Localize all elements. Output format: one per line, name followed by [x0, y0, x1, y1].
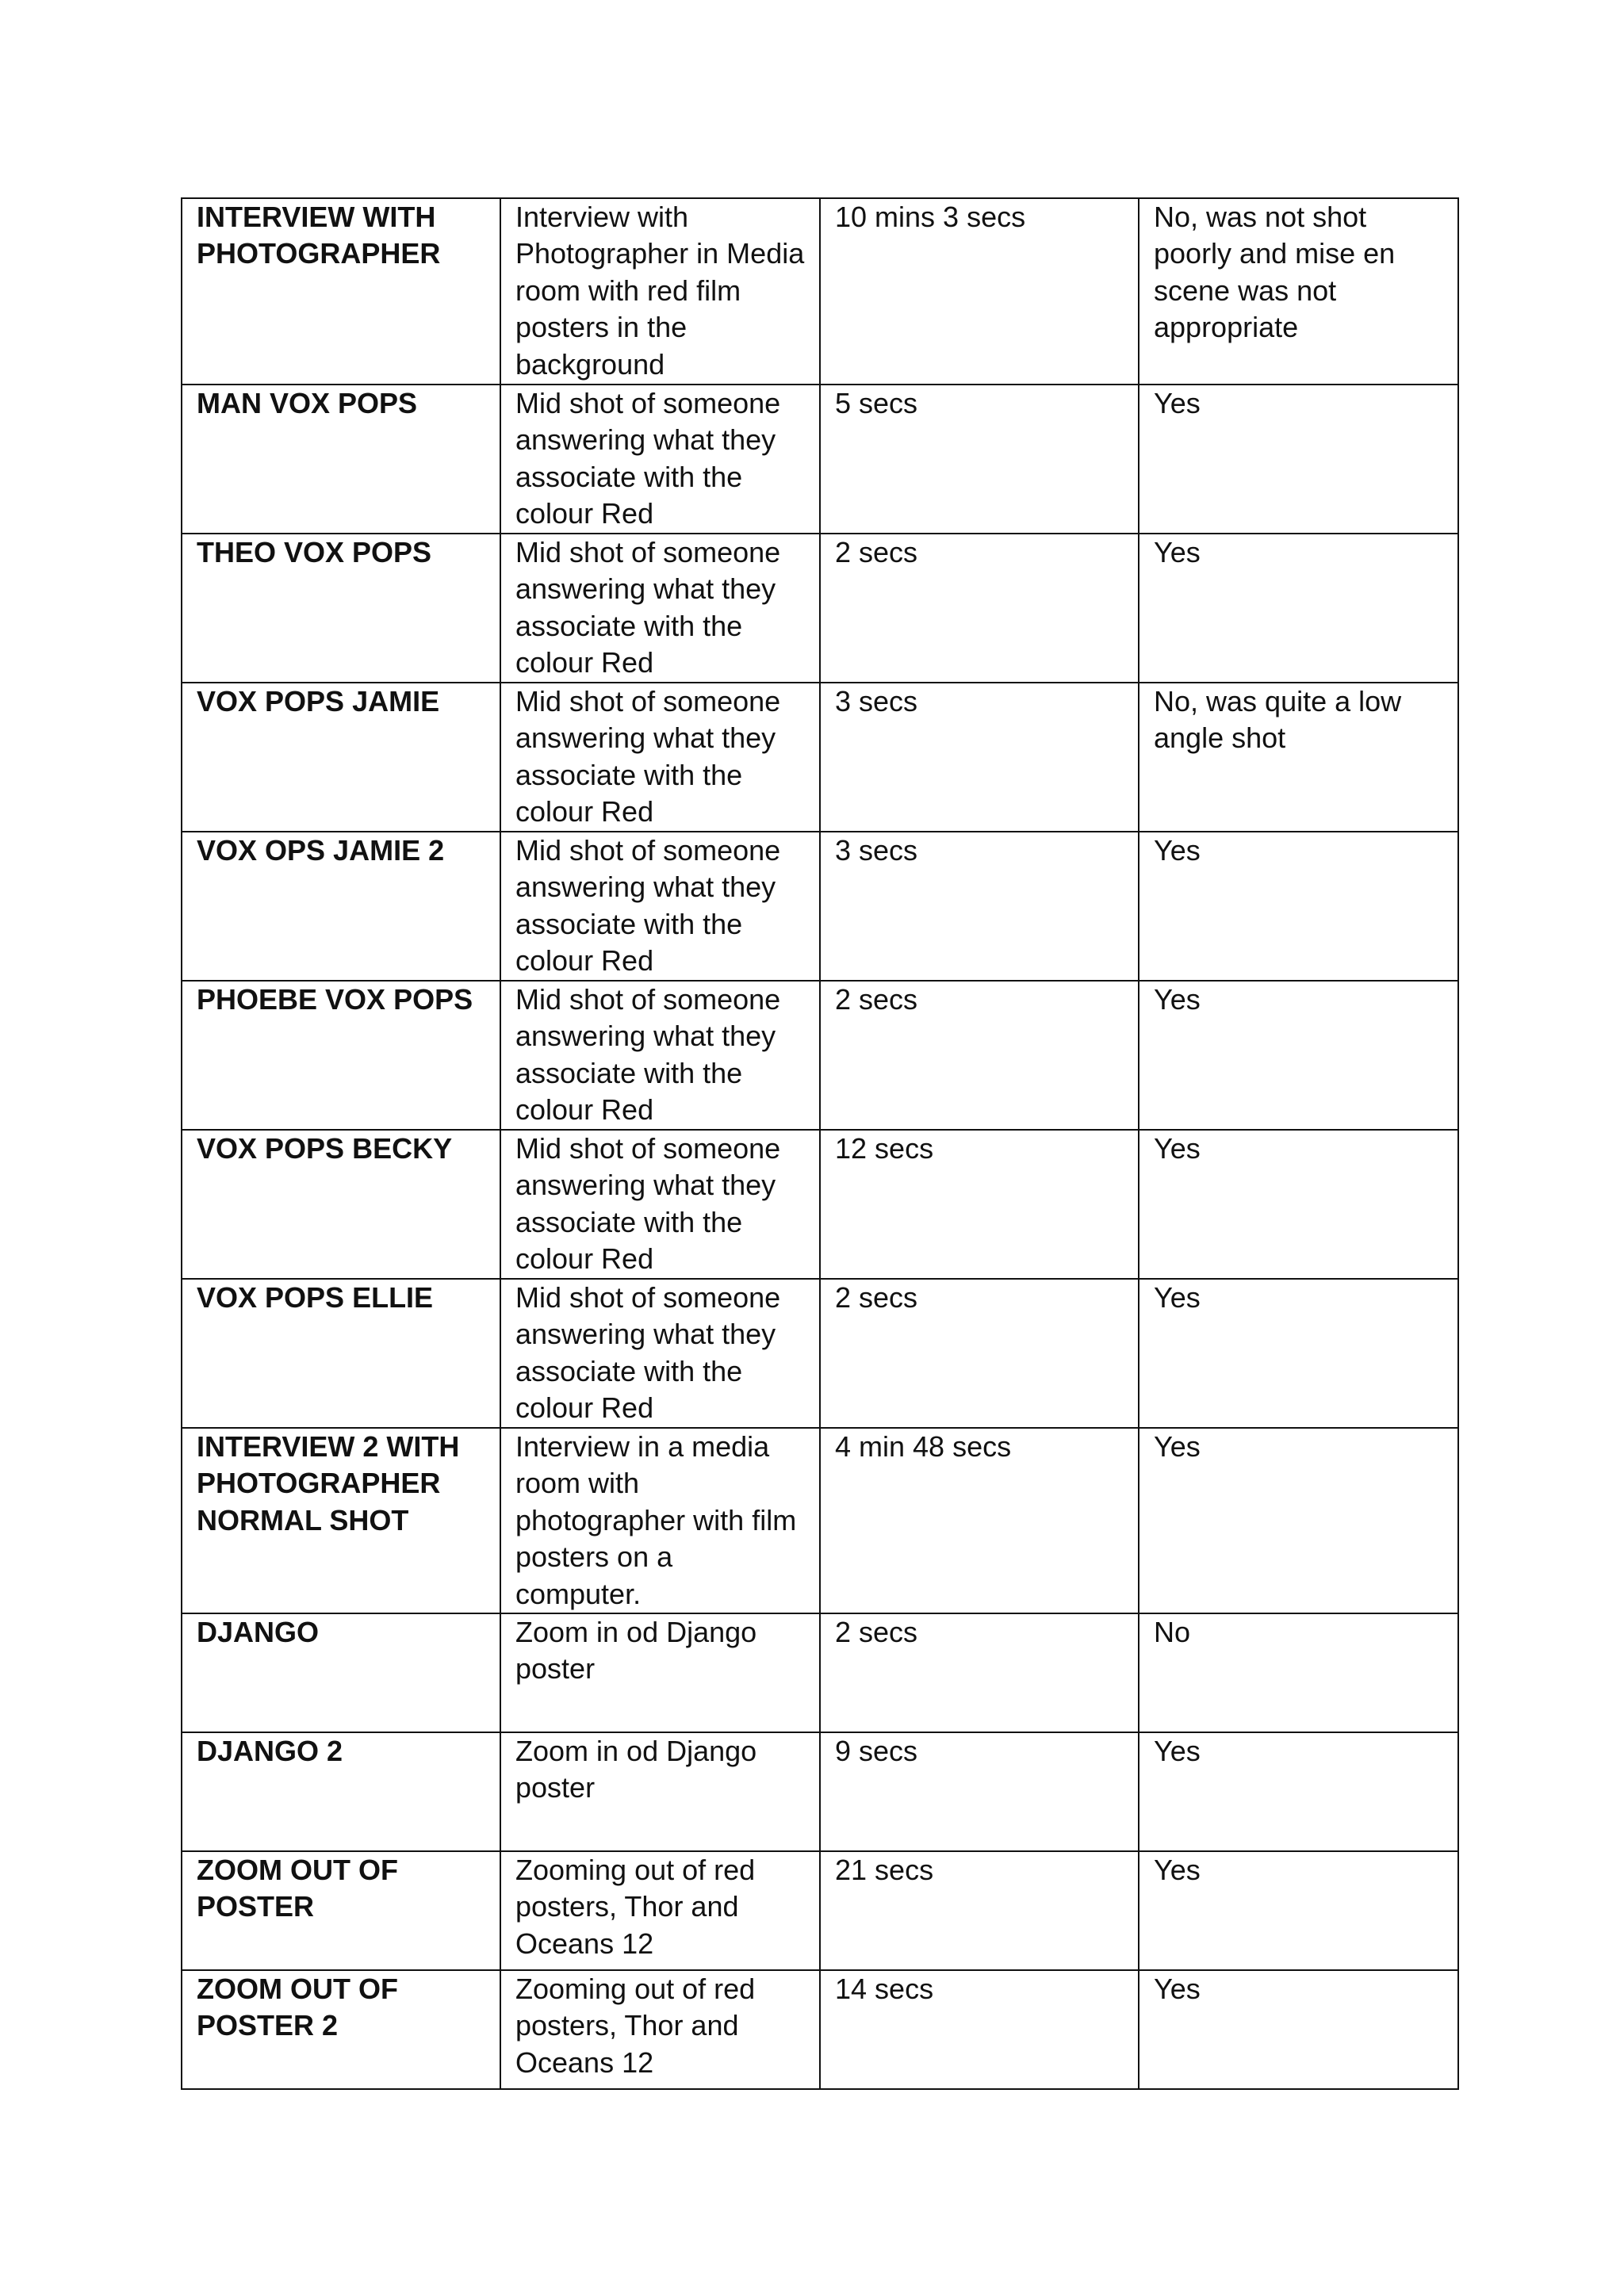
clip-duration-cell: 9 secs [820, 1732, 1139, 1851]
clip-usable-cell: Yes [1139, 832, 1458, 981]
clip-description-cell: Interview with Photographer in Media room with red film posters in the background [500, 198, 820, 385]
table-row [182, 1613, 1458, 1732]
clip-name-cell: ZOOM OUT OF POSTER [182, 1851, 500, 1970]
clip-duration-cell: 3 secs [820, 683, 1139, 832]
clip-usable-cell: No, was not shot poorly and mise en scene was not appropriate [1139, 198, 1458, 385]
table-row [182, 1130, 1458, 1279]
table-row [182, 198, 1458, 385]
clip-duration-cell: 2 secs [820, 981, 1139, 1130]
clip-description-cell: Mid shot of someone answering what they associate with the colour Red [500, 683, 820, 832]
clip-description-cell: Zooming out of red posters, Thor and Oceans 12 [500, 1970, 820, 2089]
clip-name-cell: VOX POPS ELLIE [182, 1279, 500, 1428]
table-row [182, 1970, 1458, 2089]
clip-description-cell: Mid shot of someone answering what they associate with the colour Red [500, 385, 820, 534]
clip-name-cell: MAN VOX POPS [182, 385, 500, 534]
clip-usable-cell: Yes [1139, 1732, 1458, 1851]
clip-duration-cell: 14 secs [820, 1970, 1139, 2089]
clip-usable-cell: Yes [1139, 1851, 1458, 1970]
clip-name-cell: VOX POPS JAMIE [182, 683, 500, 832]
table-row [182, 534, 1458, 683]
clip-usable-cell: Yes [1139, 1970, 1458, 2089]
clip-name-cell: VOX OPS JAMIE 2 [182, 832, 500, 981]
clip-name-cell: DJANGO 2 [182, 1732, 500, 1851]
clip-duration-cell: 3 secs [820, 832, 1139, 981]
table-row [182, 981, 1458, 1130]
table-row [182, 832, 1458, 981]
clip-usable-cell: Yes [1139, 1130, 1458, 1279]
table-row [182, 385, 1458, 534]
clip-description-cell: Mid shot of someone answering what they associate with the colour Red [500, 534, 820, 683]
table-row [182, 683, 1458, 832]
clip-name-cell: PHOEBE VOX POPS [182, 981, 500, 1130]
clip-description-cell: Zoom in od Django poster [500, 1613, 820, 1732]
clip-usable-cell: Yes [1139, 1428, 1458, 1613]
clip-name-cell: THEO VOX POPS [182, 534, 500, 683]
clip-name-cell: INTERVIEW 2 WITH PHOTOGRAPHER NORMAL SHOT [182, 1428, 500, 1613]
table-row [182, 1732, 1458, 1851]
clip-name-cell: DJANGO [182, 1613, 500, 1732]
clip-usable-cell: Yes [1139, 1279, 1458, 1428]
clip-name-cell: VOX POPS BECKY [182, 1130, 500, 1279]
clip-name-cell: INTERVIEW WITH PHOTOGRAPHER [182, 198, 500, 385]
table-row [182, 1851, 1458, 1970]
clip-duration-cell: 2 secs [820, 1279, 1139, 1428]
footage-log-table [181, 197, 1459, 2090]
clip-duration-cell: 10 mins 3 secs [820, 198, 1139, 385]
clip-usable-cell: Yes [1139, 385, 1458, 534]
clip-description-cell: Mid shot of someone answering what they associate with the colour Red [500, 1130, 820, 1279]
clip-description-cell: Zooming out of red posters, Thor and Oceans 12 [500, 1851, 820, 1970]
table-row [182, 1428, 1458, 1613]
clip-description-cell: Mid shot of someone answering what they associate with the colour Red [500, 981, 820, 1130]
clip-description-cell: Zoom in od Django poster [500, 1732, 820, 1851]
clip-duration-cell: 2 secs [820, 1613, 1139, 1732]
clip-description-cell: Mid shot of someone answering what they associate with the colour Red [500, 832, 820, 981]
clip-usable-cell: No, was quite a low angle shot [1139, 683, 1458, 832]
clip-duration-cell: 5 secs [820, 385, 1139, 534]
clip-description-cell: Interview in a media room with photographer with film posters on a computer. [500, 1428, 820, 1613]
clip-description-cell: Mid shot of someone answering what they associate with the colour Red [500, 1279, 820, 1428]
clip-name-cell: ZOOM OUT OF POSTER 2 [182, 1970, 500, 2089]
table-row [182, 1279, 1458, 1428]
clip-usable-cell: No [1139, 1613, 1458, 1732]
clip-duration-cell: 4 min 48 secs [820, 1428, 1139, 1613]
clip-usable-cell: Yes [1139, 534, 1458, 683]
clip-duration-cell: 2 secs [820, 534, 1139, 683]
clip-duration-cell: 21 secs [820, 1851, 1139, 1970]
clip-duration-cell: 12 secs [820, 1130, 1139, 1279]
clip-usable-cell: Yes [1139, 981, 1458, 1130]
